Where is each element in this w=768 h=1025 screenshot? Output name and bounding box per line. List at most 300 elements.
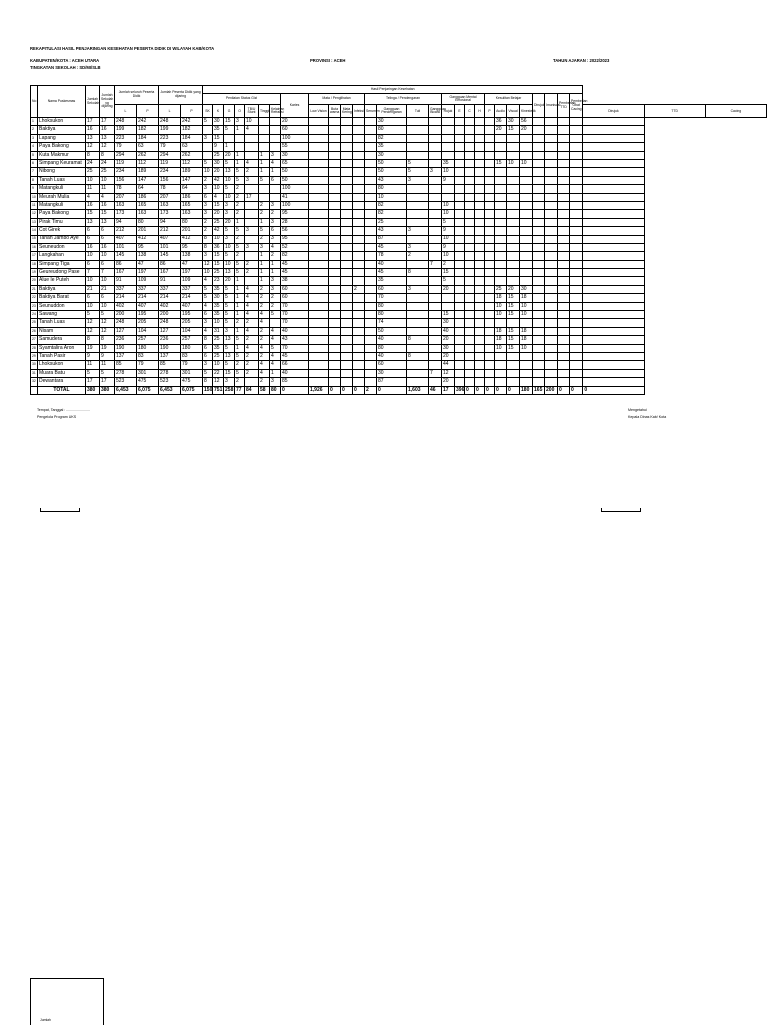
table-cell (495, 235, 507, 243)
table-cell: 3 (270, 378, 281, 386)
table-cell (455, 336, 465, 344)
table-cell (407, 201, 429, 209)
table-cell (407, 143, 429, 151)
table-cell: 40 (442, 327, 455, 335)
table-cell (407, 118, 429, 126)
table-cell (545, 218, 558, 226)
table-cell (365, 218, 377, 226)
table-cell (545, 294, 558, 302)
table-cell: 412 (181, 235, 203, 243)
table-cell: 63 (181, 143, 203, 151)
table-cell (245, 210, 259, 218)
table-cell (465, 210, 475, 218)
mengetahui-label: Mengetahui (628, 408, 647, 412)
table-cell (365, 126, 377, 134)
table-cell (558, 285, 570, 293)
table-cell (365, 235, 377, 243)
puskesmas-name: Pirak Timu (38, 218, 86, 226)
puskesmas-name: Dewantara (38, 378, 86, 386)
table-cell (407, 302, 429, 310)
table-cell (485, 285, 495, 293)
table-cell: 30 (442, 319, 455, 327)
table-cell (583, 185, 644, 193)
table-cell: 1 (235, 294, 245, 302)
table-cell (583, 294, 644, 302)
puskesmas-name: Baktiya Barat (38, 294, 86, 302)
table-cell: 83 (181, 352, 203, 360)
table-cell: 82 (377, 201, 407, 209)
table-cell (465, 243, 475, 251)
table-cell: 2 (235, 319, 245, 327)
table-cell: 2 (407, 252, 429, 260)
table-cell: 5 (203, 118, 213, 126)
table-cell (507, 277, 520, 285)
table-row (31, 235, 767, 243)
table-cell: 56 (281, 227, 309, 235)
table-cell: 214 (181, 294, 203, 302)
table-cell: 1 (259, 218, 270, 226)
table-cell: 15 (495, 160, 507, 168)
table-cell: 30 (377, 151, 407, 159)
table-cell: 5 (224, 160, 235, 168)
subhead-cell: Tinggi (259, 105, 270, 118)
puskesmas-name: Seuneudon (38, 243, 86, 251)
table-cell: 3 (224, 210, 235, 218)
table-cell (465, 143, 475, 151)
table-cell: 65 (281, 160, 309, 168)
table-cell: 13 (224, 269, 235, 277)
table-cell: 13 (224, 168, 235, 176)
left-signature-line (40, 508, 80, 512)
table-cell: 8 (203, 243, 213, 251)
table-cell: 294 (159, 151, 181, 159)
table-cell (309, 185, 329, 193)
table-cell: 40 (377, 336, 407, 344)
row-number: 1 (31, 118, 38, 126)
table-cell: 3 (245, 243, 259, 251)
table-cell (520, 218, 533, 226)
table-cell (341, 160, 353, 168)
table-cell: 5 (224, 126, 235, 134)
table-cell: 4 (259, 369, 270, 377)
table-cell (245, 185, 259, 193)
table-cell (353, 319, 365, 327)
table-cell (485, 227, 495, 235)
table-cell: 156 (115, 176, 137, 184)
table-cell (407, 344, 429, 352)
table-cell: 12 (100, 327, 115, 335)
subhead-cell: C (465, 105, 475, 118)
table-cell: 12 (213, 378, 224, 386)
table-cell (583, 344, 644, 352)
table-cell: 70 (281, 311, 309, 319)
table-cell: 3 (203, 201, 213, 209)
table-cell: 15 (86, 210, 100, 218)
table-row (31, 269, 767, 277)
table-cell (520, 352, 533, 360)
table-cell: 47 (181, 260, 203, 268)
table-cell (270, 143, 281, 151)
table-row (31, 361, 767, 369)
table-row (31, 302, 767, 310)
table-cell (341, 327, 353, 335)
table-cell: 262 (181, 151, 203, 159)
table-cell: 23 (213, 277, 224, 285)
table-cell: 8 (100, 151, 115, 159)
table-cell: 30 (281, 151, 309, 159)
table-cell (545, 327, 558, 335)
table-cell: 10 (100, 277, 115, 285)
subhead-cell: Visual (507, 105, 520, 118)
table-cell: 83 (137, 352, 159, 360)
table-row (31, 176, 767, 184)
table-cell: 236 (115, 336, 137, 344)
table-cell (365, 176, 377, 184)
table-cell (485, 277, 495, 285)
table-cell: 70 (281, 319, 309, 327)
table-cell: 13 (100, 134, 115, 142)
table-cell: 10 (224, 176, 235, 184)
table-cell: 3 (203, 210, 213, 218)
table-cell (475, 227, 485, 235)
table-cell (570, 185, 583, 193)
table-cell: 2 (259, 201, 270, 209)
subhead-cell: Dirujuk (583, 105, 644, 118)
table-cell: 6 (203, 311, 213, 319)
table-cell (309, 260, 329, 268)
table-cell: 104 (137, 327, 159, 335)
table-cell: 2 (235, 361, 245, 369)
table-cell (353, 235, 365, 243)
table-cell: 10 (213, 185, 224, 193)
table-cell: 10 (442, 168, 455, 176)
table-cell (341, 336, 353, 344)
table-cell (558, 126, 570, 134)
subhead-cell: Infeksi (353, 105, 365, 118)
table-cell (259, 143, 270, 151)
table-cell: 3 (270, 285, 281, 293)
table-cell: 15 (507, 336, 520, 344)
table-cell (455, 143, 465, 151)
table-cell: 25 (213, 269, 224, 277)
table-cell: 2 (353, 285, 365, 293)
table-cell: 10 (520, 302, 533, 310)
table-cell (583, 252, 644, 260)
table-cell (485, 294, 495, 302)
table-cell (259, 126, 270, 134)
table-cell: 2 (259, 378, 270, 386)
table-cell (485, 235, 495, 243)
table-cell (341, 185, 353, 193)
table-cell (520, 260, 533, 268)
table-cell (520, 369, 533, 377)
table-cell (475, 185, 485, 193)
pengelola-label: Pengelola Program UKS (37, 415, 77, 419)
table-cell (485, 118, 495, 126)
table-cell (533, 344, 545, 352)
table-cell (475, 327, 485, 335)
table-cell: 2 (235, 185, 245, 193)
table-cell (570, 285, 583, 293)
subhead-cell: Kinestetik (520, 105, 533, 118)
table-cell: 1 (259, 151, 270, 159)
table-cell: 15 (224, 369, 235, 377)
table-cell: 15 (100, 210, 115, 218)
table-cell: 6 (270, 176, 281, 184)
table-cell (245, 235, 259, 243)
table-cell: 7 (429, 260, 442, 268)
table-cell: 5 (203, 285, 213, 293)
table-cell: 5 (235, 243, 245, 251)
table-cell: 100 (281, 185, 309, 193)
table-cell (570, 319, 583, 327)
table-cell (558, 151, 570, 159)
table-cell: 156 (159, 176, 181, 184)
table-cell (309, 277, 329, 285)
tingkatan-label: TINGKATAN SEKOLAH : SD/MI/SLB (30, 65, 101, 70)
table-cell (533, 210, 545, 218)
table-cell (353, 369, 365, 377)
table-cell (407, 185, 429, 193)
table-cell: 6 (203, 344, 213, 352)
table-cell: 35 (213, 344, 224, 352)
row-number: 28 (31, 344, 38, 352)
table-cell (365, 344, 377, 352)
table-cell (365, 369, 377, 377)
table-cell (520, 143, 533, 151)
subhead-cell: Low Vision (309, 105, 329, 118)
table-cell (309, 319, 329, 327)
table-cell (475, 218, 485, 226)
table-cell: 20 (442, 378, 455, 386)
table-cell (583, 327, 644, 335)
kabupaten-label: KABUPATEN/KOTA : ACEH UTARA (30, 58, 100, 63)
table-cell (309, 311, 329, 319)
table-cell: 70 (377, 294, 407, 302)
table-cell (570, 193, 583, 201)
table-cell: 180 (181, 344, 203, 352)
table-cell: 95 (181, 243, 203, 251)
table-cell (442, 126, 455, 134)
table-cell (353, 160, 365, 168)
table-cell: 195 (137, 311, 159, 319)
total-cell: 380 (100, 386, 115, 394)
table-cell (341, 277, 353, 285)
table-cell (365, 378, 377, 386)
table-cell (465, 302, 475, 310)
table-cell: 2 (270, 294, 281, 302)
table-cell (545, 126, 558, 134)
table-cell (533, 378, 545, 386)
table-cell: 87 (377, 235, 407, 243)
table-cell: 44 (442, 361, 455, 369)
table-cell: 1 (259, 160, 270, 168)
table-cell (329, 260, 341, 268)
table-cell (365, 352, 377, 360)
table-cell (353, 201, 365, 209)
table-cell (329, 168, 341, 176)
table-cell: 45 (281, 352, 309, 360)
table-cell (455, 327, 465, 335)
table-cell (329, 327, 341, 335)
table-cell: 8 (203, 235, 213, 243)
puskesmas-name: Geureudong Pase (38, 269, 86, 277)
table-cell (545, 311, 558, 319)
table-cell (442, 118, 455, 126)
table-cell: 223 (159, 134, 181, 142)
table-cell: 3 (270, 277, 281, 285)
table-cell (475, 235, 485, 243)
total-cell: 165 (533, 386, 545, 394)
table-cell: 145 (115, 252, 137, 260)
table-cell: 35 (213, 302, 224, 310)
table-cell (309, 210, 329, 218)
table-cell: 112 (181, 160, 203, 168)
col-hasil: Hasil Penjaringan Kesehatan (203, 86, 583, 94)
table-cell (507, 185, 520, 193)
table-cell (570, 143, 583, 151)
table-cell (465, 235, 475, 243)
table-cell: 11 (86, 361, 100, 369)
table-cell (245, 151, 259, 159)
rekap-table (30, 85, 767, 395)
table-cell (353, 277, 365, 285)
table-cell: 10 (86, 302, 100, 310)
table-cell (270, 319, 281, 327)
table-cell (475, 277, 485, 285)
table-cell (429, 294, 442, 302)
table-cell: 112 (137, 160, 159, 168)
table-cell: 15 (213, 260, 224, 268)
table-cell (545, 193, 558, 201)
col-jml-peserta-dijaring: Jumlah Peserta Didik yang dijaring (159, 86, 203, 105)
table-cell (353, 302, 365, 310)
table-cell: 5 (224, 252, 235, 260)
table-cell: 43 (377, 176, 407, 184)
table-cell: 86 (159, 260, 181, 268)
subhead-cell: Tuli (407, 105, 429, 118)
table-cell (475, 143, 485, 151)
table-cell (545, 378, 558, 386)
total-cell: 0 (507, 386, 520, 394)
row-number: 22 (31, 294, 38, 302)
table-cell: 2 (245, 168, 259, 176)
total-cell: 17 (442, 386, 455, 394)
row-number: 18 (31, 260, 38, 268)
table-cell: 8 (203, 378, 213, 386)
table-cell (455, 218, 465, 226)
table-cell (309, 201, 329, 209)
table-cell: 5 (235, 176, 245, 184)
table-cell: 16 (100, 126, 115, 134)
table-cell (309, 235, 329, 243)
table-cell (309, 193, 329, 201)
table-cell: 5 (224, 344, 235, 352)
subhead-cell: TTD (644, 105, 705, 118)
table-cell (533, 319, 545, 327)
table-cell (583, 311, 644, 319)
table-cell: 3 (270, 201, 281, 209)
table-cell: 3 (407, 227, 429, 235)
table-cell: 82 (281, 252, 309, 260)
table-cell: 2 (203, 227, 213, 235)
table-cell (545, 160, 558, 168)
table-cell (309, 176, 329, 184)
table-cell: 45 (377, 243, 407, 251)
table-cell (583, 369, 644, 377)
table-cell: 10 (100, 252, 115, 260)
table-cell (309, 344, 329, 352)
table-cell (507, 260, 520, 268)
table-cell: 25 (213, 352, 224, 360)
table-cell: 301 (181, 369, 203, 377)
table-cell (507, 319, 520, 327)
subhead-cell: Buta warna (329, 105, 341, 118)
subhead-cell: Kelainan Refraksi (270, 105, 281, 118)
table-cell: 12 (100, 143, 115, 151)
table-cell: 5 (407, 168, 429, 176)
table-cell (558, 134, 570, 142)
table-cell (455, 285, 465, 293)
table-cell (353, 361, 365, 369)
table-cell (429, 185, 442, 193)
table-cell (485, 302, 495, 310)
table-cell (485, 319, 495, 327)
table-cell (558, 193, 570, 201)
table-cell (545, 143, 558, 151)
table-cell: 10 (100, 302, 115, 310)
subhead-cell: Cacing (705, 105, 766, 118)
table-cell: 15 (507, 126, 520, 134)
table-cell: 30 (213, 294, 224, 302)
total-cell: 46 (429, 386, 442, 394)
table-cell (465, 277, 475, 285)
table-cell: 1 (259, 277, 270, 285)
table-cell (507, 218, 520, 226)
table-cell (465, 344, 475, 352)
table-cell (495, 151, 507, 159)
table-cell (507, 252, 520, 260)
puskesmas-name: Baktiya (38, 285, 86, 293)
table-cell (329, 176, 341, 184)
table-cell (533, 285, 545, 293)
total-cell: 0 (570, 386, 583, 394)
table-cell: 3 (224, 327, 235, 335)
table-cell: 182 (181, 126, 203, 134)
table-cell (495, 210, 507, 218)
table-cell (533, 336, 545, 344)
table-cell: 20 (507, 285, 520, 293)
table-cell: 3 (203, 319, 213, 327)
table-cell (533, 118, 545, 126)
table-cell (353, 176, 365, 184)
table-cell (558, 243, 570, 251)
table-cell (570, 336, 583, 344)
table-cell (570, 210, 583, 218)
table-cell (309, 327, 329, 335)
table-cell (558, 269, 570, 277)
table-cell: 2 (235, 210, 245, 218)
table-cell: 10 (442, 235, 455, 243)
table-cell (475, 294, 485, 302)
table-cell: 407 (115, 235, 137, 243)
table-cell: 1 (259, 269, 270, 277)
table-cell (353, 193, 365, 201)
table-cell (545, 352, 558, 360)
table-cell: 163 (181, 210, 203, 218)
table-cell (533, 151, 545, 159)
subhead-cell: E (455, 105, 465, 118)
